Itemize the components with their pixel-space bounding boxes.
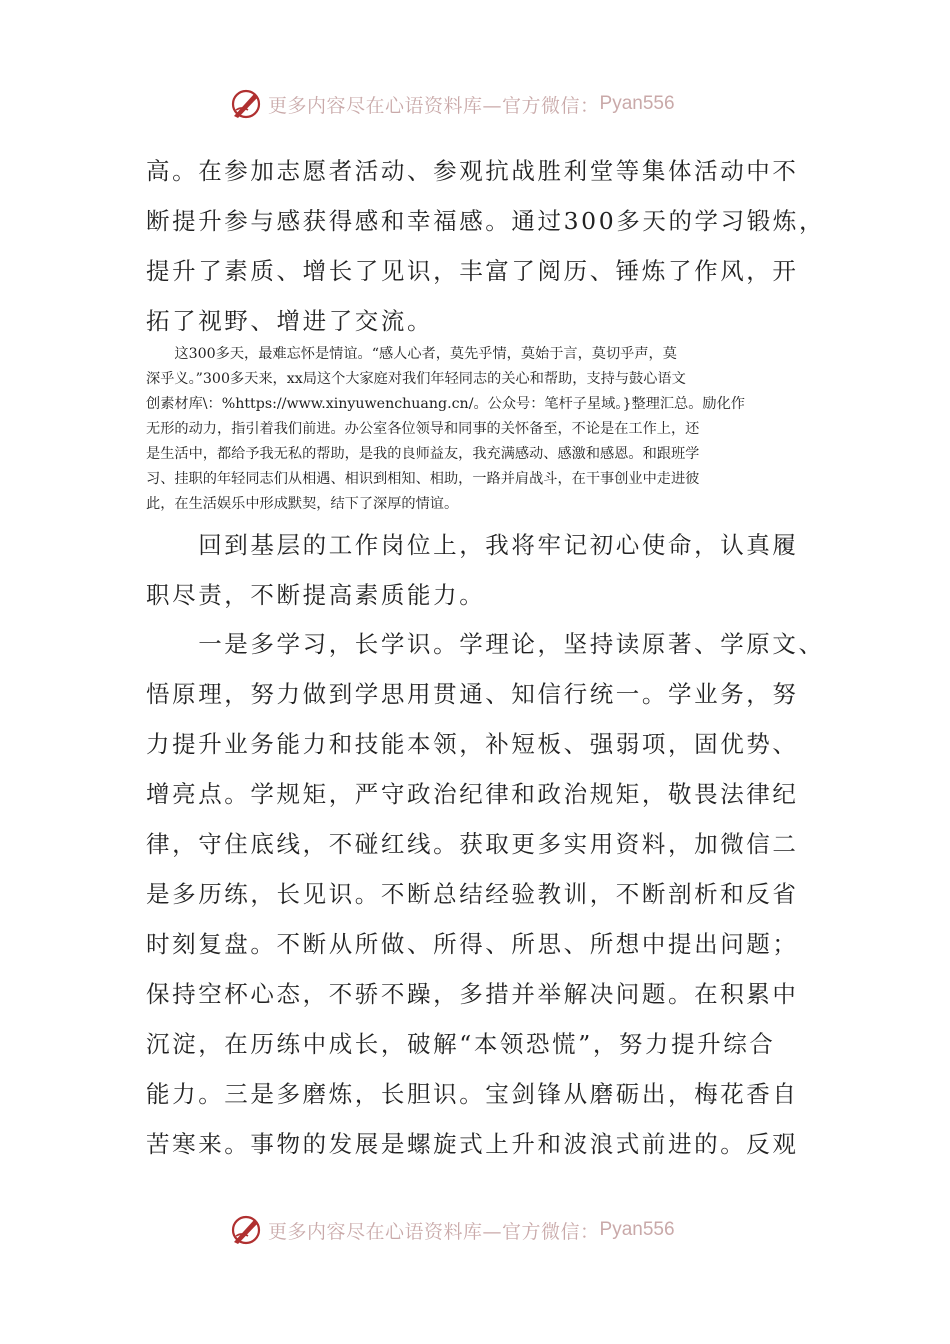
paragraph-study-and-practice [146, 619, 825, 1169]
text-line: 时刻复盘。不断从所做、所得、所思、所想中提出问题； [146, 930, 799, 958]
text-line: 这300多天，最难忘怀是情谊。“感人心者，莫先乎情，莫始于言，莫切乎声，莫 [146, 346, 677, 362]
text-line: 力提升业务能力和技能本领，补短板、强弱项，固优势、 [146, 730, 799, 758]
text-line: 能力。三是多磨炼，长胆识。宝剑锋从磨砺出，梅花香自 [146, 1080, 799, 1108]
header-banner-content [228, 84, 675, 124]
header-wechat-id: Pyan556 [599, 93, 675, 114]
text-line: 拓了视野、增进了交流。 [146, 307, 434, 335]
pen-logo-icon [228, 1212, 264, 1248]
text-line: 一是多学习，长学识。学理论，坚持读原著、学原文、 [146, 630, 825, 658]
text-line: 职尽责，不断提高素质能力。 [146, 581, 486, 609]
text-line: 习、挂职的年轻同志们从相遇、相识到相知、相助，一路并肩战斗，在干事创业中走进彼 [146, 471, 700, 487]
text-line: 律，守住底线，不碰红线。获取更多实用资料，加微信二 [146, 830, 799, 858]
pen-logo-icon [228, 86, 264, 122]
text-line: 深乎义。”300多天来，xx局这个大家庭对我们年轻同志的关心和帮助，支持与鼓心语文 [146, 371, 686, 387]
header-banner-text: 更多内容尽在心语资料库—官方微信： [268, 94, 600, 117]
text-line: 是生活中，都给予我无私的帮助，是我的良师益友，我充满感动、感激和感恩。和跟班学 [146, 446, 700, 462]
text-line: 断提升参与感获得感和幸福感。通过300多天的学习锻炼， [146, 207, 826, 235]
text-line: 苦寒来。事物的发展是螺旋式上升和波浪式前进的。反观 [146, 1130, 799, 1158]
text-line: 沉淀，在历练中成长，破解“本领恐慌”，努力提升综合 [146, 1030, 776, 1058]
text-line: 此，在生活娱乐中形成默契，结下了深厚的情谊。 [146, 496, 459, 512]
text-line: 悟原理，努力做到学思用贯通、知信行统一。学业务，努 [146, 680, 799, 708]
text-line: 回到基层的工作岗位上，我将牢记初心使命，认真履 [146, 531, 799, 559]
footer-banner-content [228, 1210, 675, 1250]
paragraph-intro-continuation [146, 146, 826, 346]
text-line: 是多历练，长见识。不断总结经验教训，不断剖析和反省 [146, 880, 799, 908]
text-line: 无形的动力，指引着我们前进。办公室各位领导和同事的关怀备至，不论是在工作上，还 [146, 421, 700, 437]
paragraph-friendship [146, 342, 806, 517]
footer-banner [0, 1210, 950, 1250]
paragraph-return-to-post [146, 520, 806, 620]
text-line: 提升了素质、增长了见识，丰富了阅历、锤炼了作风，开 [146, 257, 799, 285]
text-line: 创素材库\：%https://www.xinyuwenchuang.cn/。公众号：笔杆子星域。}整理汇总。励化作 [146, 396, 745, 412]
text-line: 高。在参加志愿者活动、参观抗战胜利堂等集体活动中不 [146, 157, 799, 185]
header-banner [0, 84, 950, 124]
text-line: 增亮点。学规矩，严守政治纪律和政治规矩，敬畏法律纪 [146, 780, 799, 808]
text-line: 保持空杯心态，不骄不躁，多措并举解决问题。在积累中 [146, 980, 799, 1008]
footer-wechat-id: Pyan556 [599, 1219, 675, 1240]
footer-banner-text: 更多内容尽在心语资料库—官方微信： [268, 1220, 600, 1243]
